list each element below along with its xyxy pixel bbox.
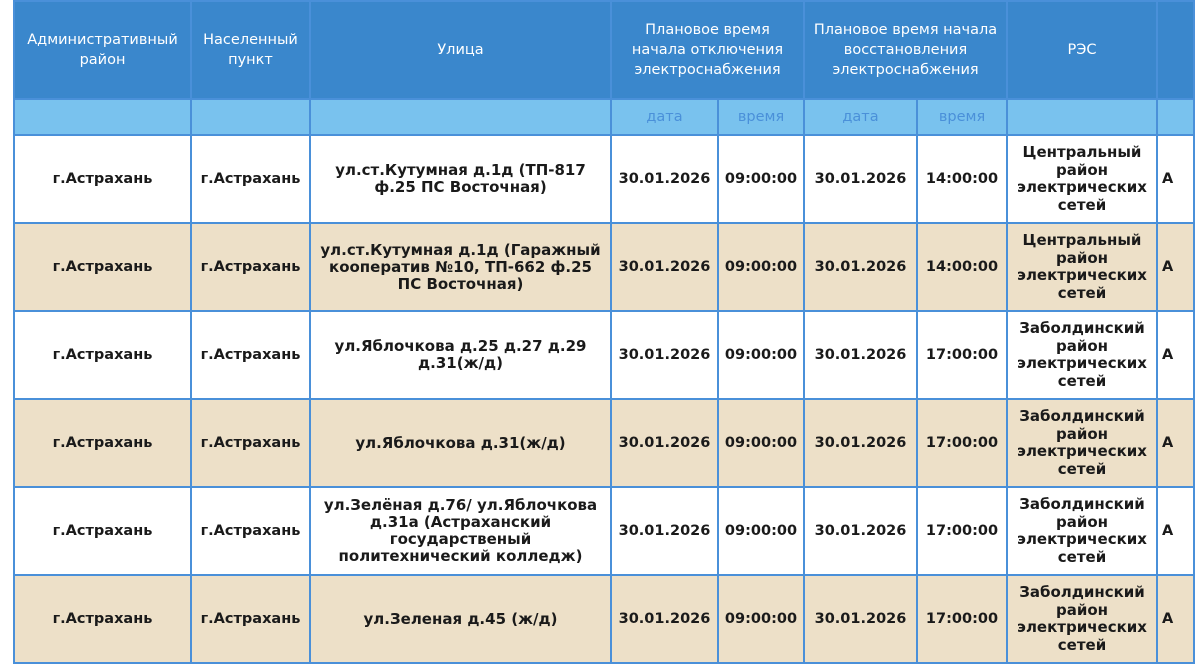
table-row [14,311,1194,399]
cell-restore-date: 30.01.2026 [804,575,917,663]
cell-locality: г.Астрахань [191,311,310,399]
cell-district: г.Астрахань [14,223,191,311]
cell-start-date: 30.01.2026 [611,311,718,399]
cell-restore-date: 30.01.2026 [804,311,917,399]
cell-start-time: 09:00:00 [718,311,804,399]
cell-extra: А [1157,487,1194,575]
cell-district: г.Астрахань [14,311,191,399]
cell-district: г.Астрахань [14,575,191,663]
subheader-empty [1007,99,1157,135]
subheader-restore-time: время [917,99,1007,135]
table-row [14,575,1194,663]
cell-restore-time: 17:00:00 [917,575,1007,663]
cell-res: Центральный район электрических сетей [1007,135,1157,223]
cell-street: ул.Яблочкова д.31(ж/д) [310,399,611,487]
cell-res: Заболдинский район электрических сетей [1007,399,1157,487]
subheader-row [14,99,1194,135]
cell-start-date: 30.01.2026 [611,575,718,663]
cell-restore-time: 14:00:00 [917,135,1007,223]
cell-start-time: 09:00:00 [718,223,804,311]
cell-start-date: 30.01.2026 [611,223,718,311]
cell-locality: г.Астрахань [191,487,310,575]
cell-street: ул.ст.Кутумная д.1д (ТП-817 ф.25 ПС Восточная) [310,135,611,223]
cell-locality: г.Астрахань [191,399,310,487]
cell-extra: А [1157,223,1194,311]
cell-res: Заболдинский район электрических сетей [1007,487,1157,575]
subheader-empty [191,99,310,135]
cell-start-time: 09:00:00 [718,575,804,663]
cell-extra: А [1157,575,1194,663]
cell-locality: г.Астрахань [191,223,310,311]
cell-extra: А [1157,399,1194,487]
table-row [14,223,1194,311]
cell-restore-date: 30.01.2026 [804,135,917,223]
cell-res: Заболдинский район электрических сетей [1007,311,1157,399]
cell-district: г.Астрахань [14,487,191,575]
cell-street: ул.Зелёная д.76/ ул.Яблочкова д.31а (Астраханский государственый политехнический колледж) [310,487,611,575]
subheader-empty [1157,99,1194,135]
subheader-empty [14,99,191,135]
header-start: Плановое время начала отключения электроснабжения [611,1,804,99]
header-res: РЭС [1007,1,1157,99]
table-row [14,135,1194,223]
cell-res: Заболдинский район электрических сетей [1007,575,1157,663]
subheader-empty [310,99,611,135]
table-row [14,487,1194,575]
outage-schedule-table [13,0,1195,664]
cell-start-date: 30.01.2026 [611,487,718,575]
cell-restore-date: 30.01.2026 [804,223,917,311]
cell-restore-time: 14:00:00 [917,223,1007,311]
subheader-start-date: дата [611,99,718,135]
header-district: Административный район [14,1,191,99]
header-locality: Населенный пункт [191,1,310,99]
cell-locality: г.Астрахань [191,575,310,663]
cell-start-time: 09:00:00 [718,487,804,575]
header-extra [1157,1,1194,99]
cell-restore-time: 17:00:00 [917,311,1007,399]
subheader-start-time: время [718,99,804,135]
subheader-restore-date: дата [804,99,917,135]
cell-start-date: 30.01.2026 [611,135,718,223]
cell-street: ул.Яблочкова д.25 д.27 д.29 д.31(ж/д) [310,311,611,399]
cell-restore-date: 30.01.2026 [804,399,917,487]
cell-district: г.Астрахань [14,399,191,487]
cell-start-time: 09:00:00 [718,399,804,487]
cell-restore-time: 17:00:00 [917,399,1007,487]
cell-district: г.Астрахань [14,135,191,223]
header-row [14,1,1194,99]
cell-extra: А [1157,311,1194,399]
header-restore: Плановое время начала восстановления электроснабжения [804,1,1007,99]
cell-street: ул.ст.Кутумная д.1д (Гаражный кооператив №10, ТП-662 ф.25 ПС Восточная) [310,223,611,311]
table-row [14,399,1194,487]
cell-res: Центральный район электрических сетей [1007,223,1157,311]
header-street: Улица [310,1,611,99]
cell-start-date: 30.01.2026 [611,399,718,487]
cell-restore-date: 30.01.2026 [804,487,917,575]
cell-street: ул.Зеленая д.45 (ж/д) [310,575,611,663]
cell-locality: г.Астрахань [191,135,310,223]
cell-extra: А [1157,135,1194,223]
cell-restore-time: 17:00:00 [917,487,1007,575]
cell-start-time: 09:00:00 [718,135,804,223]
